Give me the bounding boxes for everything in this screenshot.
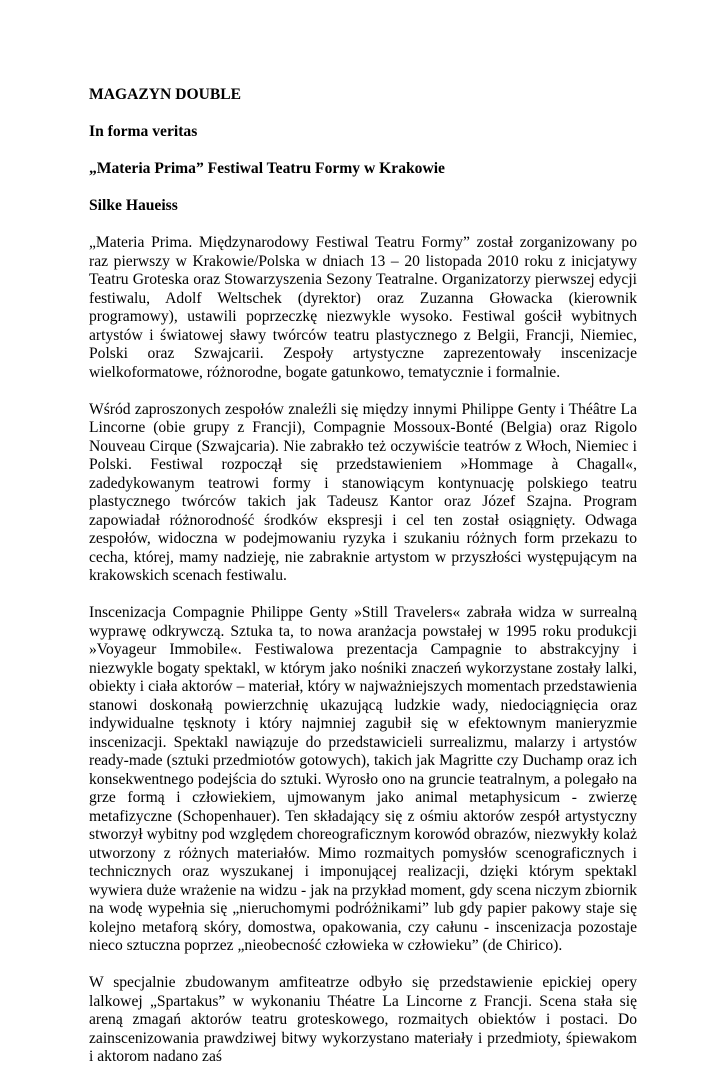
section-title: In forma veritas — [89, 123, 198, 140]
author-name: Silke Haueiss — [89, 197, 178, 214]
article-title: „Materia Prima” Festiwal Teatru Formy w Krakowie — [89, 160, 445, 177]
magazine-title: MAGAZYN DOUBLE — [89, 86, 242, 103]
paragraph-1: „Materia Prima. Międzynarodowy Festiwal Teatru Formy” został zorganizowany po raz pierwszy w Krakowie/Polska w dniach 13 – 20 listopada 2010 roku z inicjatywy Teatru Groteska oraz Stowarzyszenia Sezony Teatralne. Organizatorzy pierwszej edycji festiwalu, Adolf Weltschek (dyrektor) oraz Zuzanna Głowacka (kierownik programowy), ustawili poprzeczkę niezwykle wysoko. Festiwal gościł wybitnych artystów i światowej sławy twórców teatru plastycznego z Belgii, Francji, Niemiec, Polski oraz Szwajcarii. Zespoły artystyczne zaprezentowały inscenizacje wielkoformatowe, różnorodne, bogate gatunkowo, tematycznie i formalnie. — [89, 234, 637, 381]
paragraph-3: Inscenizacja Compagnie Philippe Genty »Still Travelers« zabrała widza w surrealną wyprawę odkrywczą. Sztuka ta, to nowa aranżacja powstałej w 1995 roku produkcji »Voyageur Immobile«. Festiwalowa prezentacja Campagnie to abstrakcyjny i niezwykle bogaty spektakl, w którym jako nośniki znaczeń wykorzystane zostały lalki, obiekty i ciała aktorów – materiał, który w najważniejszych momentach przedstawienia stanowi doskonałą powierzchnię ukazującą ludzkie wady, niedociągnięcia oraz indywidualne tęsknoty i który najmniej zagubił się w efektownym manieryzmie inscenizacji. Spektakl nawiązuje do przedstawicieli surrealizmu, malarzy i artystów ready-made (sztuki przedmiotów gotowych), takich jak Magritte czy Duchamp oraz ich konsekwentnego podejścia do sztuki. Wyrosło ono na gruncie teatralnym, a polegało na grze formą i człowiekiem, ujmowanym jako animal metaphysicum - zwierzę metafizyczne (Schopenhauer). Ten składający się z ośmiu aktorów zespół artystyczny stworzył wybitny pod względem choreograficznym korowód obrazów, niezwykły kolaż utworzony z różnych materiałów. Mimo rozmaitych pomysłów scenograficznych i technicznych oraz wyszukanej i imponującej realizacji, dzięki którym spektakl wywiera duże wrażenie na widzu - jak na przykład moment, gdy scena niczym zbiornik na wodę wypełnia się „nieruchomymi podróżnikami” lub gdy papier pakowy staje się kolejno metaforą skóry, domostwa, opakowania, czy całunu - inscenizacja pozostaje nieco sztuczna poprzez „nieobecność człowieka w człowieku” (de Chirico). — [89, 604, 637, 954]
document-body — [89, 86, 637, 1067]
paragraph-2: Wśród zaproszonych zespołów znaleźli się między innymi Philippe Genty i Théâtre La Lincorne (obie grupy z Francji), Compagnie Mossoux-Bonté (Belgia) oraz Rigolo Nouveau Cirque (Szwajcaria). Nie zabrakło też oczywiście teatrów z Włoch, Niemiec i Polski. Festiwal rozpoczął się przedstawieniem »Hommage à Chagall«, zadedykowanym teatrowi formy i stanowiącym kontynuację polskiego teatru plastycznego twórców takich jak Tadeusz Kantor oraz Józef Szajna. Program zapowiadał różnorodność środków ekspresji i cel ten został osiągnięty. Odwaga zespołów, widoczna w podejmowaniu ryzyka i szukaniu różnych form przekazu to cecha, której, mamy nadzieję, nie zabraknie artystom w przyszłości występującym na krakowskich scenach festiwalu. — [89, 400, 637, 584]
paragraph-4: W specjalnie zbudowanym amfiteatrze odbyło się przedstawienie epickiej opery lalkowej „Spartakus” w wykonaniu Théatre La Lincorne z Francji. Scena stała się areną zmagań aktorów teatru groteskowego, rozmaitych obiektów i postaci. Do zainscenizowania prawdziwej bitwy wykorzystano materiały i przedmioty, śpiewakom i aktorom nadano zaś — [89, 974, 637, 1065]
